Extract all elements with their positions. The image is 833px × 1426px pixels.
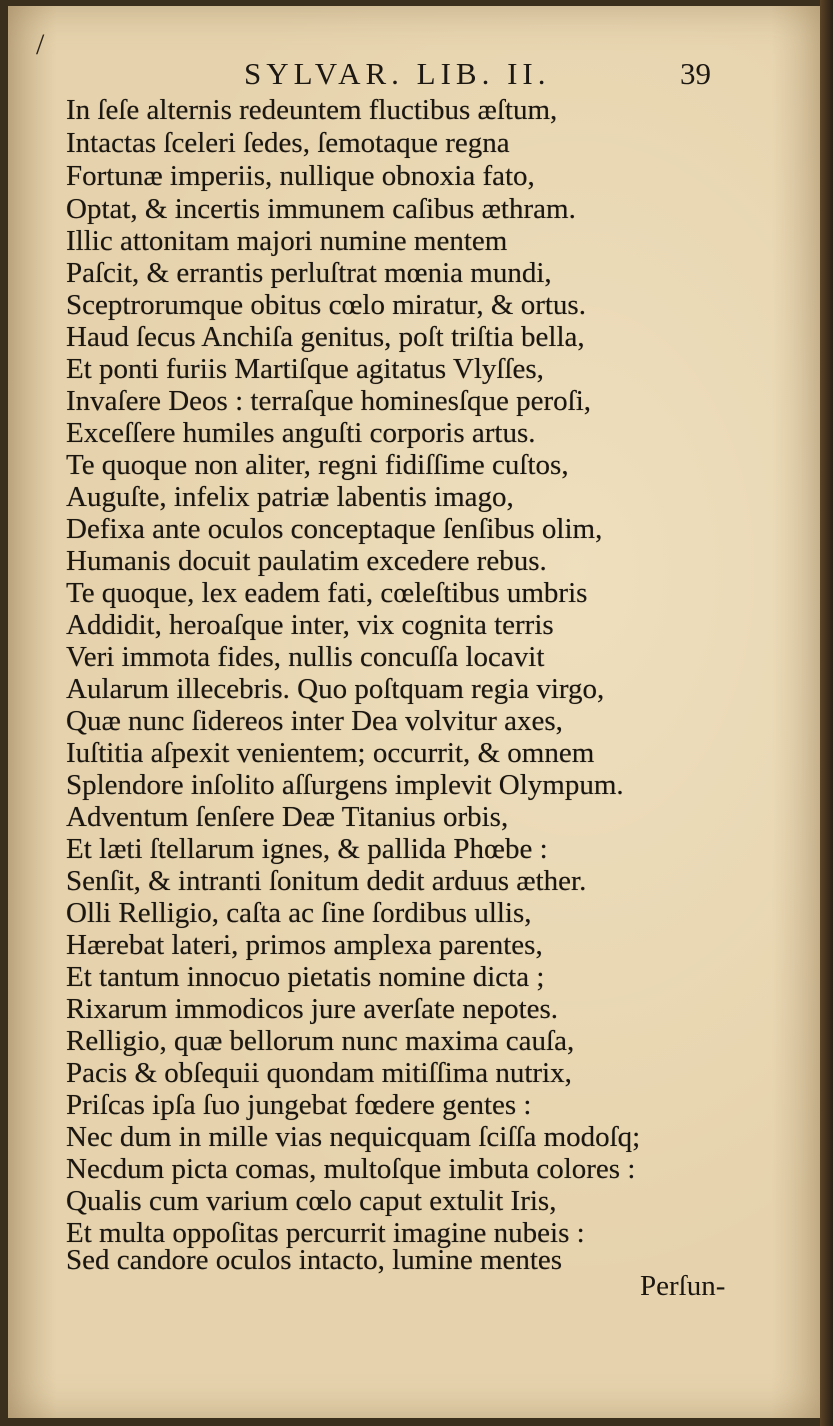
verse-line: Splendore inſolito aſſurgens implevit Olympum. bbox=[66, 769, 624, 801]
verse-line: Qualis cum varium cœlo caput extulit Iris, bbox=[66, 1185, 557, 1217]
verse-line: Et læti ſtellarum ignes, & pallida Phœbe : bbox=[66, 833, 548, 865]
catchword: Perſun- bbox=[640, 1270, 726, 1302]
verse-line: Defixa ante oculos conceptaque ſenſibus olim, bbox=[66, 513, 603, 545]
page-edge-shadow bbox=[820, 0, 833, 1426]
verse-line: Haud ſecus Anchiſa genitus, poſt triſtia bella, bbox=[66, 321, 585, 353]
running-head: SYLVAR. LIB. II. bbox=[244, 56, 551, 91]
book-page bbox=[8, 6, 820, 1418]
verse-line: Iuſtitia aſpexit venientem; occurrit, & omnem bbox=[66, 737, 595, 769]
verse-line: Priſcas ipſa ſuo jungebat fœdere gentes : bbox=[66, 1089, 532, 1121]
verse-line: Quæ nunc ſidereos inter Dea volvitur axes, bbox=[66, 705, 563, 737]
verse-line: Relligio, quæ bellorum nunc maxima cauſa, bbox=[66, 1025, 575, 1057]
verse-line: Pacis & obſequii quondam mitiſſima nutrix, bbox=[66, 1057, 572, 1089]
verse-line: Adventum ſenſere Deæ Titanius orbis, bbox=[66, 801, 509, 833]
verse-line: Rixarum immodicos jure averſate nepotes. bbox=[66, 993, 559, 1025]
verse-line: Paſcit, & errantis perluſtrat mœnia mundi, bbox=[66, 257, 552, 289]
verse-line: Te quoque, lex eadem fati, cœleſtibus umbris bbox=[66, 577, 588, 609]
verse-line: Humanis docuit paulatim excedere rebus. bbox=[66, 545, 547, 577]
verse-line: Auguſte, infelix patriæ labentis imago, bbox=[66, 481, 514, 513]
verse-line: Addidit, heroaſque inter, vix cognita terris bbox=[66, 609, 554, 641]
verse-line: Et multa oppoſitas percurrit imagine nubeis : bbox=[66, 1217, 585, 1249]
verse-line: Illic attonitam majori numine mentem bbox=[66, 225, 508, 257]
verse-line: Intactas ſceleri ſedes, ſemotaque regna bbox=[66, 127, 510, 159]
margin-mark: / bbox=[36, 28, 45, 61]
verse-line: Te quoque non aliter, regni fidiſſime cuſtos, bbox=[66, 449, 569, 481]
verse-line: Sed candore oculos intacto, lumine mentes bbox=[66, 1244, 563, 1276]
verse-line: In ſeſe alternis redeuntem fluctibus æſtum, bbox=[66, 94, 558, 126]
verse-line: Olli Relligio, caſta ac ſine ſordibus ullis, bbox=[66, 897, 532, 929]
verse-line: Optat, & incertis immunem caſibus æthram. bbox=[66, 193, 576, 225]
verse-line: Nec dum in mille vias nequicquam ſciſſa modoſq; bbox=[66, 1121, 641, 1153]
verse-line: Necdum picta comas, multoſque imbuta colores : bbox=[66, 1153, 636, 1185]
verse-line: Exceſſere humiles anguſti corporis artus. bbox=[66, 417, 536, 449]
page-number: 39 bbox=[680, 56, 711, 91]
verse-line: Senſit, & intranti ſonitum dedit arduus æther. bbox=[66, 865, 587, 897]
verse-line: Et tantum innocuo pietatis nomine dicta ; bbox=[66, 961, 545, 993]
verse-line: Invaſere Deos : terraſque hominesſque peroſi, bbox=[66, 385, 592, 417]
verse-line: Fortunæ imperiis, nullique obnoxia fato, bbox=[66, 160, 535, 192]
verse-line: Sceptrorumque obitus cœlo miratur, & ortus. bbox=[66, 289, 586, 321]
verse-line: Aularum illecebris. Quo poſtquam regia virgo, bbox=[66, 673, 605, 705]
verse-block bbox=[8, 6, 820, 1418]
verse-line: Veri immota fides, nullis concuſſa locavit bbox=[66, 641, 545, 673]
verse-line: Et ponti furiis Martiſque agitatus Vlyſſes, bbox=[66, 353, 544, 385]
verse-line: Hærebat lateri, primos amplexa parentes, bbox=[66, 929, 543, 961]
